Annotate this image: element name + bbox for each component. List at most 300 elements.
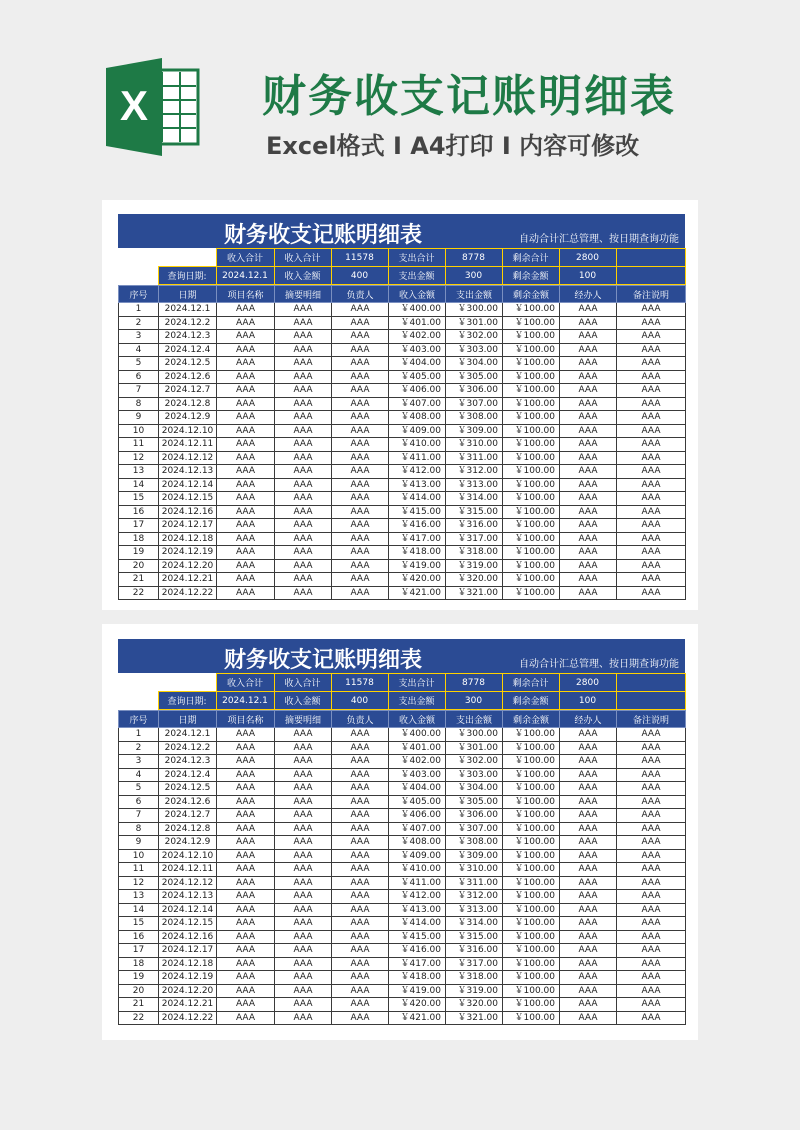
- table-cell[interactable]: ￥315.00: [446, 505, 503, 519]
- table-cell[interactable]: AAA: [617, 492, 686, 506]
- table-cell[interactable]: 7: [119, 384, 159, 398]
- table-cell[interactable]: AAA: [560, 586, 617, 600]
- table-cell[interactable]: 9: [119, 836, 159, 850]
- table-cell[interactable]: AAA: [617, 478, 686, 492]
- table-cell[interactable]: AAA: [275, 944, 332, 958]
- table-cell[interactable]: ￥402.00: [389, 330, 446, 344]
- table-cell[interactable]: 1: [119, 303, 159, 317]
- table-cell[interactable]: 2024.12.1: [159, 728, 217, 742]
- table-cell[interactable]: ￥400.00: [389, 728, 446, 742]
- table-cell[interactable]: ￥100.00: [503, 465, 560, 479]
- table-cell[interactable]: AAA: [275, 903, 332, 917]
- table-cell[interactable]: ￥411.00: [389, 876, 446, 890]
- table-cell[interactable]: 3: [119, 755, 159, 769]
- table-cell[interactable]: 2024.12.15: [159, 917, 217, 931]
- table-cell[interactable]: ￥308.00: [446, 411, 503, 425]
- table-cell[interactable]: AAA: [332, 492, 389, 506]
- table-cell[interactable]: 8: [119, 397, 159, 411]
- table-cell[interactable]: AAA: [275, 728, 332, 742]
- table-cell[interactable]: AAA: [617, 343, 686, 357]
- table-cell[interactable]: AAA: [275, 397, 332, 411]
- table-cell[interactable]: AAA: [332, 586, 389, 600]
- table-cell[interactable]: ￥409.00: [389, 424, 446, 438]
- table-cell[interactable]: 2: [119, 741, 159, 755]
- table-cell[interactable]: 21: [119, 998, 159, 1012]
- table-cell[interactable]: ￥307.00: [446, 822, 503, 836]
- table-cell[interactable]: ￥100.00: [503, 782, 560, 796]
- table-cell[interactable]: 15: [119, 492, 159, 506]
- table-cell[interactable]: ￥304.00: [446, 782, 503, 796]
- table-cell[interactable]: ￥418.00: [389, 971, 446, 985]
- table-cell[interactable]: AAA: [332, 1011, 389, 1025]
- table-cell[interactable]: AAA: [617, 971, 686, 985]
- table-cell[interactable]: 17: [119, 519, 159, 533]
- table-cell[interactable]: AAA: [217, 863, 275, 877]
- table-cell[interactable]: AAA: [560, 863, 617, 877]
- table-cell[interactable]: ￥407.00: [389, 822, 446, 836]
- table-cell[interactable]: ￥100.00: [503, 519, 560, 533]
- table-cell[interactable]: ￥312.00: [446, 465, 503, 479]
- table-cell[interactable]: AAA: [332, 559, 389, 573]
- table-cell[interactable]: AAA: [617, 795, 686, 809]
- table-cell[interactable]: 11: [119, 863, 159, 877]
- table-cell[interactable]: ￥311.00: [446, 876, 503, 890]
- table-cell[interactable]: AAA: [217, 768, 275, 782]
- table-cell[interactable]: ￥302.00: [446, 755, 503, 769]
- table-cell[interactable]: 2024.12.17: [159, 944, 217, 958]
- table-cell[interactable]: AAA: [617, 370, 686, 384]
- table-cell[interactable]: 8: [119, 822, 159, 836]
- table-cell[interactable]: AAA: [275, 465, 332, 479]
- table-cell[interactable]: AAA: [275, 822, 332, 836]
- table-cell[interactable]: 2024.12.15: [159, 492, 217, 506]
- table-cell[interactable]: 17: [119, 944, 159, 958]
- table-cell[interactable]: AAA: [275, 424, 332, 438]
- table-cell[interactable]: ￥404.00: [389, 357, 446, 371]
- table-cell[interactable]: ￥300.00: [446, 303, 503, 317]
- table-cell[interactable]: ￥100.00: [503, 957, 560, 971]
- table-cell[interactable]: AAA: [217, 316, 275, 330]
- table-cell[interactable]: ￥100.00: [503, 849, 560, 863]
- table-cell[interactable]: AAA: [275, 330, 332, 344]
- table-cell[interactable]: ￥409.00: [389, 849, 446, 863]
- table-cell[interactable]: 2024.12.4: [159, 768, 217, 782]
- table-cell[interactable]: AAA: [560, 424, 617, 438]
- table-cell[interactable]: ￥100.00: [503, 971, 560, 985]
- table-cell[interactable]: AAA: [275, 519, 332, 533]
- table-cell[interactable]: AAA: [617, 930, 686, 944]
- table-cell[interactable]: AAA: [617, 586, 686, 600]
- table-cell[interactable]: AAA: [217, 451, 275, 465]
- table-cell[interactable]: AAA: [332, 532, 389, 546]
- table-cell[interactable]: ￥416.00: [389, 944, 446, 958]
- table-cell[interactable]: AAA: [617, 768, 686, 782]
- table-cell[interactable]: ￥406.00: [389, 809, 446, 823]
- table-cell[interactable]: AAA: [617, 303, 686, 317]
- table-cell[interactable]: AAA: [217, 741, 275, 755]
- table-cell[interactable]: AAA: [560, 836, 617, 850]
- table-cell[interactable]: AAA: [560, 957, 617, 971]
- table-cell[interactable]: ￥100.00: [503, 397, 560, 411]
- table-cell[interactable]: AAA: [560, 849, 617, 863]
- table-cell[interactable]: 2024.12.14: [159, 478, 217, 492]
- table-cell[interactable]: AAA: [332, 876, 389, 890]
- table-cell[interactable]: 2024.12.5: [159, 357, 217, 371]
- table-cell[interactable]: 2024.12.13: [159, 465, 217, 479]
- table-cell[interactable]: AAA: [617, 836, 686, 850]
- table-cell[interactable]: AAA: [560, 532, 617, 546]
- table-cell[interactable]: AAA: [217, 755, 275, 769]
- table-cell[interactable]: 7: [119, 809, 159, 823]
- table-cell[interactable]: ￥100.00: [503, 876, 560, 890]
- table-cell[interactable]: AAA: [275, 316, 332, 330]
- table-cell[interactable]: 19: [119, 546, 159, 560]
- table-cell[interactable]: ￥100.00: [503, 330, 560, 344]
- table-cell[interactable]: AAA: [332, 822, 389, 836]
- table-cell[interactable]: ￥303.00: [446, 768, 503, 782]
- table-cell[interactable]: ￥100.00: [503, 370, 560, 384]
- table-cell[interactable]: AAA: [560, 397, 617, 411]
- table-cell[interactable]: 2024.12.8: [159, 822, 217, 836]
- table-cell[interactable]: ￥413.00: [389, 478, 446, 492]
- table-cell[interactable]: 2024.12.22: [159, 586, 217, 600]
- table-cell[interactable]: 6: [119, 370, 159, 384]
- table-cell[interactable]: AAA: [560, 971, 617, 985]
- table-cell[interactable]: ￥316.00: [446, 944, 503, 958]
- table-cell[interactable]: 2024.12.8: [159, 397, 217, 411]
- table-cell[interactable]: AAA: [217, 343, 275, 357]
- table-cell[interactable]: AAA: [217, 728, 275, 742]
- table-cell[interactable]: AAA: [617, 849, 686, 863]
- table-cell[interactable]: 2024.12.4: [159, 343, 217, 357]
- table-cell[interactable]: AAA: [617, 809, 686, 823]
- table-cell[interactable]: AAA: [217, 492, 275, 506]
- table-cell[interactable]: AAA: [275, 755, 332, 769]
- table-cell[interactable]: AAA: [332, 795, 389, 809]
- table-cell[interactable]: ￥420.00: [389, 573, 446, 587]
- table-cell[interactable]: AAA: [560, 357, 617, 371]
- table-cell[interactable]: AAA: [617, 316, 686, 330]
- table-cell[interactable]: ￥100.00: [503, 795, 560, 809]
- table-cell[interactable]: AAA: [275, 957, 332, 971]
- table-cell[interactable]: 2024.12.17: [159, 519, 217, 533]
- table-cell[interactable]: AAA: [332, 755, 389, 769]
- table-cell[interactable]: AAA: [275, 836, 332, 850]
- table-cell[interactable]: ￥405.00: [389, 370, 446, 384]
- table-cell[interactable]: AAA: [275, 809, 332, 823]
- table-cell[interactable]: AAA: [275, 478, 332, 492]
- table-cell[interactable]: AAA: [617, 741, 686, 755]
- table-cell[interactable]: ￥100.00: [503, 768, 560, 782]
- table-cell[interactable]: 2024.12.14: [159, 903, 217, 917]
- table-cell[interactable]: AAA: [332, 768, 389, 782]
- table-cell[interactable]: ￥411.00: [389, 451, 446, 465]
- table-cell[interactable]: ￥418.00: [389, 546, 446, 560]
- table-cell[interactable]: AAA: [617, 917, 686, 931]
- table-cell[interactable]: 2024.12.2: [159, 316, 217, 330]
- table-cell[interactable]: ￥100.00: [503, 478, 560, 492]
- query-date-input[interactable]: 2024.12.1: [216, 267, 274, 285]
- table-cell[interactable]: AAA: [560, 930, 617, 944]
- table-cell[interactable]: ￥100.00: [503, 917, 560, 931]
- table-cell[interactable]: AAA: [332, 998, 389, 1012]
- table-cell[interactable]: AAA: [617, 451, 686, 465]
- table-cell[interactable]: ￥321.00: [446, 1011, 503, 1025]
- table-cell[interactable]: 4: [119, 768, 159, 782]
- table-cell[interactable]: AAA: [275, 849, 332, 863]
- table-cell[interactable]: ￥417.00: [389, 957, 446, 971]
- table-cell[interactable]: AAA: [217, 586, 275, 600]
- table-cell[interactable]: AAA: [560, 795, 617, 809]
- table-cell[interactable]: ￥305.00: [446, 795, 503, 809]
- table-cell[interactable]: AAA: [332, 782, 389, 796]
- table-cell[interactable]: 2024.12.21: [159, 998, 217, 1012]
- table-cell[interactable]: 20: [119, 984, 159, 998]
- table-cell[interactable]: 2024.12.9: [159, 411, 217, 425]
- table-cell[interactable]: AAA: [617, 357, 686, 371]
- table-cell[interactable]: AAA: [275, 998, 332, 1012]
- table-cell[interactable]: AAA: [560, 876, 617, 890]
- table-cell[interactable]: AAA: [217, 519, 275, 533]
- table-cell[interactable]: AAA: [275, 795, 332, 809]
- table-cell[interactable]: AAA: [217, 397, 275, 411]
- table-cell[interactable]: AAA: [217, 782, 275, 796]
- table-cell[interactable]: ￥403.00: [389, 768, 446, 782]
- table-cell[interactable]: AAA: [332, 411, 389, 425]
- table-cell[interactable]: AAA: [560, 343, 617, 357]
- table-cell[interactable]: AAA: [560, 316, 617, 330]
- table-cell[interactable]: AAA: [275, 930, 332, 944]
- table-cell[interactable]: AAA: [332, 343, 389, 357]
- table-cell[interactable]: 2024.12.12: [159, 876, 217, 890]
- table-cell[interactable]: 4: [119, 343, 159, 357]
- table-cell[interactable]: 2024.12.20: [159, 984, 217, 998]
- table-cell[interactable]: 14: [119, 478, 159, 492]
- table-cell[interactable]: AAA: [217, 890, 275, 904]
- table-cell[interactable]: ￥317.00: [446, 957, 503, 971]
- table-cell[interactable]: AAA: [560, 890, 617, 904]
- table-cell[interactable]: AAA: [617, 822, 686, 836]
- table-cell[interactable]: ￥410.00: [389, 863, 446, 877]
- table-cell[interactable]: ￥300.00: [446, 728, 503, 742]
- table-cell[interactable]: AAA: [332, 465, 389, 479]
- table-cell[interactable]: AAA: [617, 1011, 686, 1025]
- table-cell[interactable]: ￥312.00: [446, 890, 503, 904]
- table-cell[interactable]: ￥321.00: [446, 586, 503, 600]
- table-cell[interactable]: ￥404.00: [389, 782, 446, 796]
- table-cell[interactable]: ￥318.00: [446, 971, 503, 985]
- table-cell[interactable]: ￥401.00: [389, 316, 446, 330]
- table-cell[interactable]: AAA: [217, 957, 275, 971]
- query-date-input[interactable]: 2024.12.1: [216, 692, 274, 710]
- table-cell[interactable]: ￥100.00: [503, 343, 560, 357]
- table-cell[interactable]: AAA: [275, 505, 332, 519]
- table-cell[interactable]: ￥304.00: [446, 357, 503, 371]
- table-cell[interactable]: ￥410.00: [389, 438, 446, 452]
- table-cell[interactable]: AAA: [560, 370, 617, 384]
- table-cell[interactable]: AAA: [560, 573, 617, 587]
- table-cell[interactable]: AAA: [560, 559, 617, 573]
- table-cell[interactable]: AAA: [617, 998, 686, 1012]
- table-cell[interactable]: ￥307.00: [446, 397, 503, 411]
- table-cell[interactable]: AAA: [617, 782, 686, 796]
- table-cell[interactable]: ￥100.00: [503, 357, 560, 371]
- table-cell[interactable]: AAA: [275, 411, 332, 425]
- table-cell[interactable]: ￥100.00: [503, 822, 560, 836]
- table-cell[interactable]: AAA: [617, 424, 686, 438]
- table-cell[interactable]: AAA: [275, 782, 332, 796]
- table-cell[interactable]: AAA: [617, 944, 686, 958]
- table-cell[interactable]: AAA: [617, 505, 686, 519]
- table-cell[interactable]: AAA: [275, 573, 332, 587]
- table-cell[interactable]: 2024.12.9: [159, 836, 217, 850]
- table-cell[interactable]: AAA: [617, 397, 686, 411]
- table-cell[interactable]: ￥100.00: [503, 546, 560, 560]
- table-cell[interactable]: AAA: [217, 559, 275, 573]
- table-cell[interactable]: ￥100.00: [503, 998, 560, 1012]
- table-cell[interactable]: AAA: [275, 492, 332, 506]
- table-cell[interactable]: 2024.12.18: [159, 532, 217, 546]
- table-cell[interactable]: ￥100.00: [503, 755, 560, 769]
- table-cell[interactable]: ￥314.00: [446, 917, 503, 931]
- table-cell[interactable]: AAA: [217, 984, 275, 998]
- table-cell[interactable]: AAA: [275, 384, 332, 398]
- table-cell[interactable]: 2024.12.10: [159, 849, 217, 863]
- table-cell[interactable]: AAA: [217, 917, 275, 931]
- table-cell[interactable]: ￥406.00: [389, 384, 446, 398]
- table-cell[interactable]: ￥100.00: [503, 559, 560, 573]
- table-cell[interactable]: AAA: [617, 755, 686, 769]
- table-cell[interactable]: AAA: [560, 728, 617, 742]
- table-cell[interactable]: ￥100.00: [503, 384, 560, 398]
- table-cell[interactable]: AAA: [332, 930, 389, 944]
- table-cell[interactable]: AAA: [332, 903, 389, 917]
- table-cell[interactable]: 20: [119, 559, 159, 573]
- table-cell[interactable]: ￥314.00: [446, 492, 503, 506]
- table-cell[interactable]: ￥414.00: [389, 917, 446, 931]
- table-cell[interactable]: 2024.12.11: [159, 438, 217, 452]
- table-cell[interactable]: 13: [119, 465, 159, 479]
- table-cell[interactable]: 2024.12.19: [159, 971, 217, 985]
- table-cell[interactable]: AAA: [217, 849, 275, 863]
- table-cell[interactable]: ￥419.00: [389, 984, 446, 998]
- table-cell[interactable]: 22: [119, 586, 159, 600]
- table-cell[interactable]: ￥407.00: [389, 397, 446, 411]
- table-cell[interactable]: AAA: [560, 944, 617, 958]
- table-cell[interactable]: ￥305.00: [446, 370, 503, 384]
- table-cell[interactable]: AAA: [560, 303, 617, 317]
- table-cell[interactable]: ￥319.00: [446, 559, 503, 573]
- table-cell[interactable]: 2024.12.21: [159, 573, 217, 587]
- table-cell[interactable]: AAA: [617, 384, 686, 398]
- table-cell[interactable]: 18: [119, 957, 159, 971]
- table-cell[interactable]: 2024.12.7: [159, 384, 217, 398]
- table-cell[interactable]: 2024.12.18: [159, 957, 217, 971]
- table-cell[interactable]: AAA: [560, 755, 617, 769]
- table-cell[interactable]: 2: [119, 316, 159, 330]
- table-cell[interactable]: ￥309.00: [446, 424, 503, 438]
- table-cell[interactable]: AAA: [560, 809, 617, 823]
- table-cell[interactable]: 3: [119, 330, 159, 344]
- table-cell[interactable]: AAA: [275, 546, 332, 560]
- table-cell[interactable]: AAA: [275, 768, 332, 782]
- table-cell[interactable]: ￥403.00: [389, 343, 446, 357]
- table-cell[interactable]: AAA: [617, 903, 686, 917]
- table-cell[interactable]: AAA: [560, 465, 617, 479]
- table-cell[interactable]: AAA: [217, 930, 275, 944]
- table-cell[interactable]: AAA: [217, 303, 275, 317]
- table-cell[interactable]: AAA: [275, 559, 332, 573]
- table-cell[interactable]: 2024.12.6: [159, 795, 217, 809]
- table-cell[interactable]: ￥310.00: [446, 863, 503, 877]
- table-cell[interactable]: ￥316.00: [446, 519, 503, 533]
- table-cell[interactable]: ￥309.00: [446, 849, 503, 863]
- table-cell[interactable]: AAA: [332, 917, 389, 931]
- table-cell[interactable]: ￥311.00: [446, 451, 503, 465]
- table-cell[interactable]: AAA: [217, 438, 275, 452]
- table-cell[interactable]: AAA: [560, 384, 617, 398]
- table-cell[interactable]: ￥306.00: [446, 384, 503, 398]
- table-cell[interactable]: ￥302.00: [446, 330, 503, 344]
- table-cell[interactable]: AAA: [217, 532, 275, 546]
- table-cell[interactable]: AAA: [332, 316, 389, 330]
- table-cell[interactable]: ￥421.00: [389, 1011, 446, 1025]
- table-cell[interactable]: AAA: [560, 917, 617, 931]
- table-cell[interactable]: ￥100.00: [503, 586, 560, 600]
- table-cell[interactable]: AAA: [217, 1011, 275, 1025]
- table-cell[interactable]: AAA: [617, 890, 686, 904]
- table-cell[interactable]: AAA: [560, 492, 617, 506]
- table-cell[interactable]: AAA: [217, 330, 275, 344]
- table-cell[interactable]: AAA: [617, 559, 686, 573]
- table-cell[interactable]: ￥100.00: [503, 411, 560, 425]
- table-cell[interactable]: AAA: [217, 795, 275, 809]
- table-cell[interactable]: AAA: [332, 357, 389, 371]
- table-cell[interactable]: ￥315.00: [446, 930, 503, 944]
- table-cell[interactable]: ￥313.00: [446, 478, 503, 492]
- table-cell[interactable]: AAA: [617, 573, 686, 587]
- table-cell[interactable]: AAA: [332, 728, 389, 742]
- table-cell[interactable]: AAA: [332, 424, 389, 438]
- table-cell[interactable]: ￥301.00: [446, 741, 503, 755]
- table-cell[interactable]: 2024.12.22: [159, 1011, 217, 1025]
- table-cell[interactable]: 2024.12.10: [159, 424, 217, 438]
- table-cell[interactable]: AAA: [560, 741, 617, 755]
- table-cell[interactable]: AAA: [332, 863, 389, 877]
- table-cell[interactable]: AAA: [275, 1011, 332, 1025]
- table-cell[interactable]: AAA: [560, 438, 617, 452]
- table-cell[interactable]: 2024.12.6: [159, 370, 217, 384]
- table-cell[interactable]: ￥313.00: [446, 903, 503, 917]
- table-cell[interactable]: ￥100.00: [503, 505, 560, 519]
- table-cell[interactable]: AAA: [217, 478, 275, 492]
- table-cell[interactable]: AAA: [275, 586, 332, 600]
- table-cell[interactable]: ￥100.00: [503, 316, 560, 330]
- table-cell[interactable]: ￥320.00: [446, 573, 503, 587]
- table-cell[interactable]: 14: [119, 903, 159, 917]
- table-cell[interactable]: ￥100.00: [503, 532, 560, 546]
- table-cell[interactable]: 16: [119, 930, 159, 944]
- table-cell[interactable]: AAA: [332, 370, 389, 384]
- table-cell[interactable]: AAA: [560, 451, 617, 465]
- table-cell[interactable]: AAA: [217, 411, 275, 425]
- table-cell[interactable]: ￥401.00: [389, 741, 446, 755]
- table-cell[interactable]: AAA: [332, 984, 389, 998]
- table-cell[interactable]: AAA: [275, 971, 332, 985]
- table-cell[interactable]: AAA: [217, 903, 275, 917]
- table-cell[interactable]: 2024.12.12: [159, 451, 217, 465]
- table-cell[interactable]: AAA: [275, 438, 332, 452]
